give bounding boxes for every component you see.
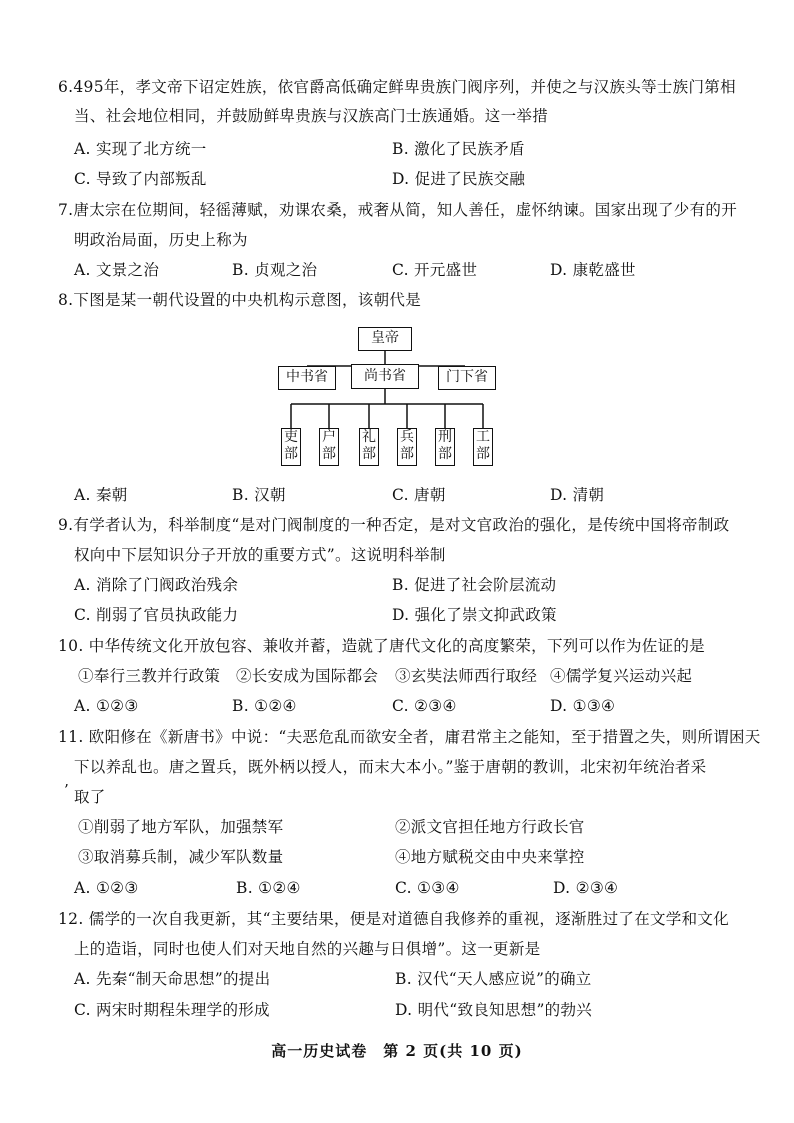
- q9-option-d: D. 强化了崇文抑武政策: [392, 606, 557, 624]
- diagram-connectors: [0, 0, 794, 480]
- ministry-war-box: 兵 部: [397, 428, 417, 466]
- q12-stem-line1: 12. 儒学的一次自我更新，其“主要结果，便是对道德自我修养的重视，逐渐胜过了在文学和文化: [58, 910, 730, 928]
- q6-option-c: C. 导致了内部叛乱: [74, 170, 207, 188]
- q8-option-a: A. 秦朝: [74, 486, 128, 504]
- ministry-justice-box: 刑 部: [435, 428, 455, 466]
- ministry-revenue-box: 户 部: [319, 428, 339, 466]
- q10-stem-line1: 10. 中华传统文化开放包容、兼收并蓄，造就了唐代文化的高度繁荣，下列可以作为佐证的是: [58, 637, 705, 655]
- q12-option-d: D. 明代“致良知思想”的勃兴: [395, 1001, 593, 1019]
- ministry-works-box: 工 部: [473, 428, 493, 466]
- q11-option-c: C. ①③④: [395, 879, 460, 897]
- q9-stem-line2: 权向中下层知识分子开放的重要方式”。这说明科举制: [74, 546, 446, 564]
- q11-option-b: B. ①②④: [236, 879, 301, 897]
- q11-item-1: ①削弱了地方军队，加强禁军: [78, 818, 284, 836]
- q11-stem-line3: 取了: [74, 788, 106, 806]
- q10-item-4: ④儒学复兴运动兴起: [550, 667, 693, 685]
- q10-item-3: ③玄奘法师西行取经: [395, 667, 538, 685]
- emperor-box: 皇帝: [358, 327, 412, 351]
- q7-option-a: A. 文景之治: [74, 261, 160, 279]
- q11-stem-line1: 11. 欧阳修在《新唐书》中说：“夫恶危乱而欲安全者，庸君常主之能知，至于措置之失，则所谓困天: [58, 728, 761, 746]
- q6-option-a: A. 实现了北方统一: [74, 140, 207, 158]
- q11-stem-line2: 下以养乱也。唐之置兵，既外柄以授人，而末大本小。”鉴于唐朝的教训，北宋初年统治者采: [74, 758, 707, 776]
- q8-option-c: C. 唐朝: [392, 486, 446, 504]
- q9-option-a: A. 消除了门阀政治残余: [74, 576, 239, 594]
- q7-option-d: D. 康乾盛世: [550, 261, 636, 279]
- q12-option-b: B. 汉代“天人感应说”的确立: [395, 970, 592, 988]
- shangshu-box: 尚书省: [351, 364, 419, 389]
- q10-option-c: C. ②③④: [392, 697, 457, 715]
- q9-option-b: B. 促进了社会阶层流动: [392, 576, 557, 594]
- q6-stem-line2: 当、社会地位相同，并鼓励鲜卑贵族与汉族高门士族通婚。这一举措: [74, 107, 549, 125]
- q6-option-b: B. 激化了民族矛盾: [392, 140, 525, 158]
- q11-item-4: ④地方赋税交由中央来掌控: [395, 848, 585, 866]
- q11-option-d: D. ②③④: [553, 879, 619, 897]
- q7-stem-line1: 7.唐太宗在位期间，轻徭薄赋，劝课农桑，戒奢从简，知人善任，虚怀纳谏。国家出现了少有的开: [58, 201, 737, 219]
- page-footer: 高一历史试卷 第 2 页(共 10 页): [271, 1042, 523, 1060]
- q6-option-d: D. 促进了民族交融: [392, 170, 526, 188]
- q12-option-c: C. 两宋时期程朱理学的形成: [74, 1001, 270, 1019]
- q8-option-d: D. 清朝: [550, 486, 605, 504]
- q8-stem-line1: 8.下图是某一朝代设置的中央机构示意图，该朝代是: [58, 291, 421, 309]
- zhongshu-box: 中书省: [278, 366, 336, 390]
- q7-option-c: C. 开元盛世: [392, 261, 478, 279]
- q8-option-b: B. 汉朝: [232, 486, 286, 504]
- q10-option-d: D. ①③④: [550, 697, 616, 715]
- ministry-personnel-box: 吏 部: [281, 428, 301, 466]
- stray-mark: ’: [64, 781, 69, 799]
- q11-option-a: A. ①②③: [74, 879, 139, 897]
- q9-option-c: C. 削弱了官员执政能力: [74, 606, 239, 624]
- q10-option-b: B. ①②④: [232, 697, 297, 715]
- q9-stem-line1: 9.有学者认为，科举制度“是对门阀制度的一种否定，是对文官政治的强化，是传统中国将帝制政: [58, 516, 730, 534]
- menxia-box: 门下省: [438, 366, 496, 390]
- q7-stem-line2: 明政治局面，历史上称为: [74, 231, 248, 249]
- q11-item-3: ③取消募兵制，减少军队数量: [78, 848, 284, 866]
- q10-option-a: A. ①②③: [74, 697, 139, 715]
- q10-item-2: ②长安成为国际都会: [236, 667, 379, 685]
- q11-item-2: ②派文官担任地方行政长官: [395, 818, 585, 836]
- q12-option-a: A. 先秦“制天命思想”的提出: [74, 970, 271, 988]
- q7-option-b: B. 贞观之治: [232, 261, 318, 279]
- q6-stem-line1: 6.495年，孝文帝下诏定姓族，依官爵高低确定鲜卑贵族门阀序列，并使之与汉族头等士族门第相: [58, 78, 736, 96]
- ministry-rites-box: 礼 部: [359, 428, 379, 466]
- q12-stem-line2: 上的造诣，同时也使人们对天地自然的兴趣与日俱增”。这一更新是: [74, 940, 541, 958]
- q10-item-1: ①奉行三教并行政策: [78, 667, 221, 685]
